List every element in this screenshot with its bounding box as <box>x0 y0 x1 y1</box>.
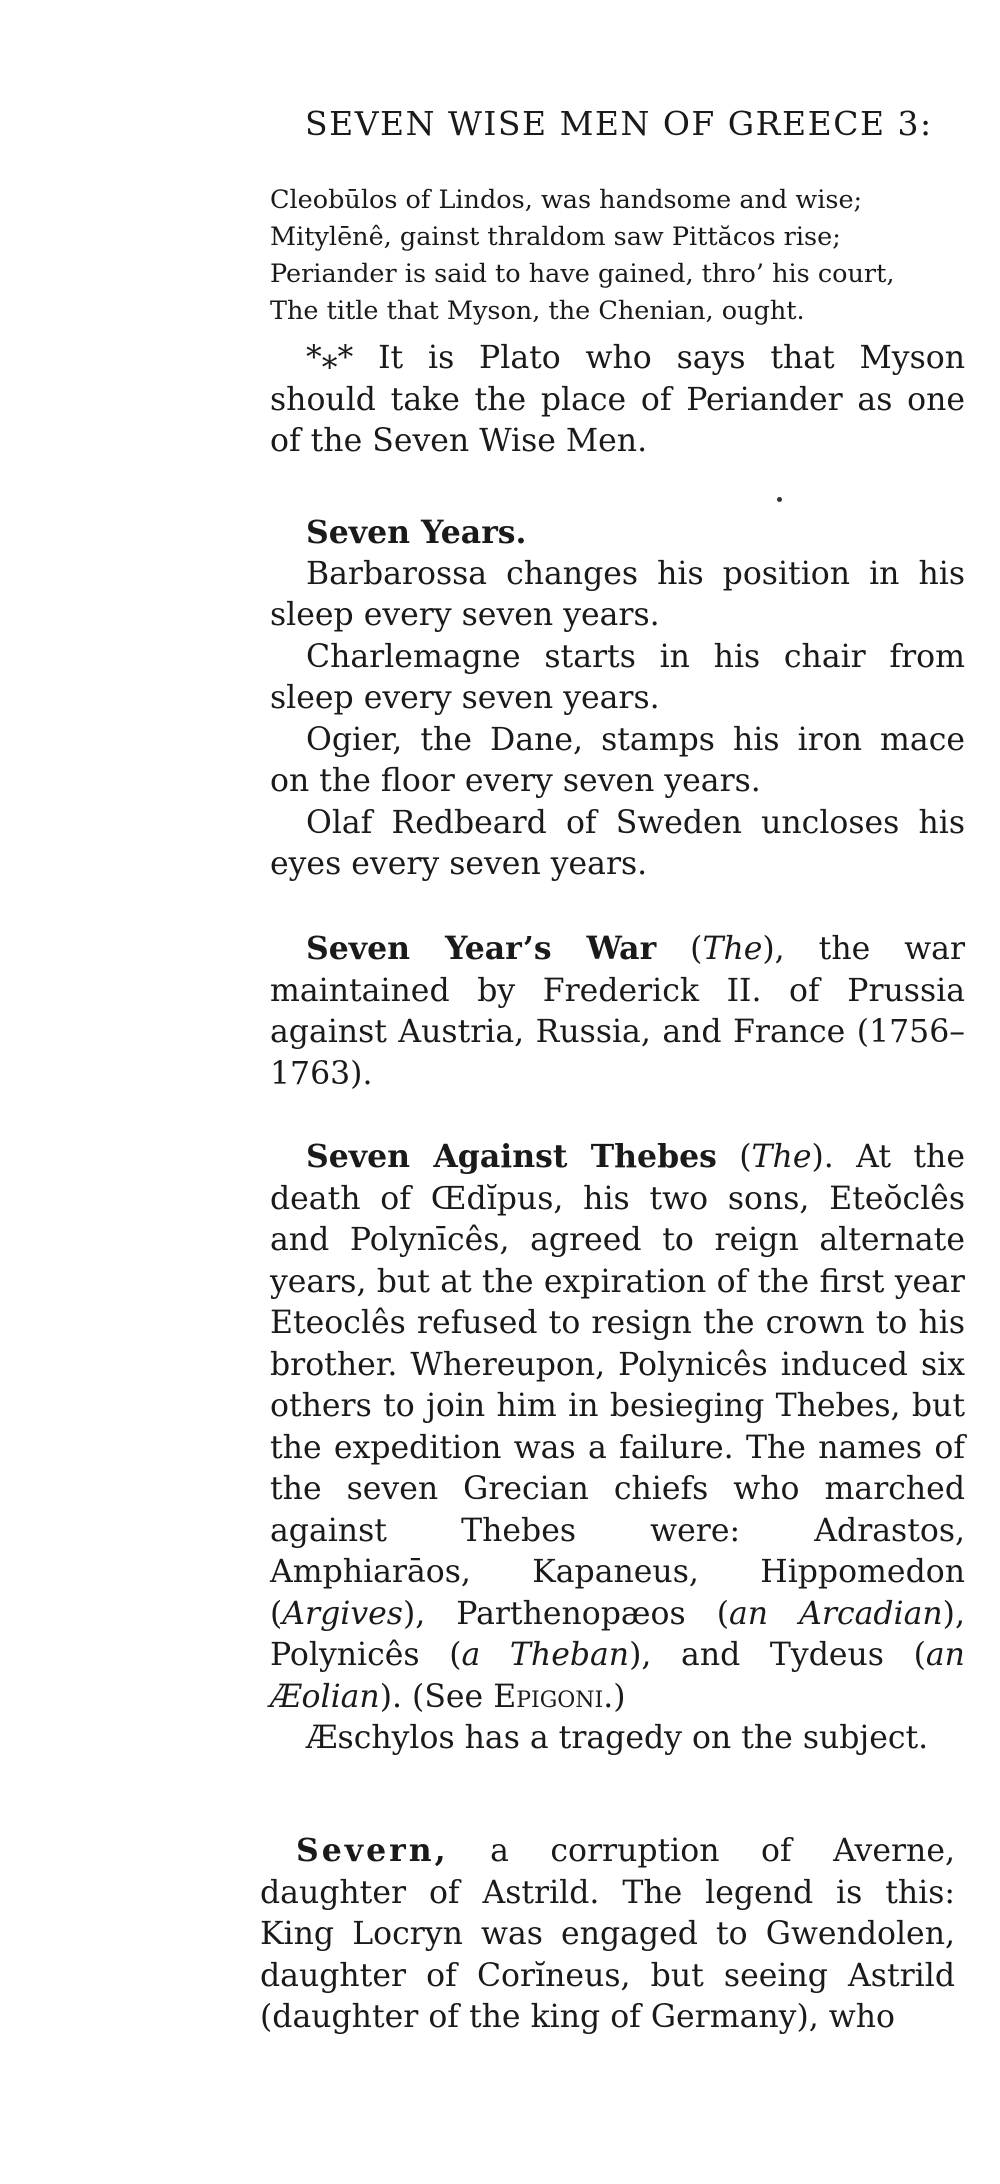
note-paragraph <box>270 338 965 463</box>
verse-block <box>270 182 970 330</box>
stray-mark <box>777 497 782 502</box>
entry-headword: Severn, <box>296 1832 449 1869</box>
entry-paragraph: Barbarossa changes his position in his sleep every seven years. <box>270 555 965 633</box>
running-header: SEVEN WISE MEN OF GREECE 3: <box>305 104 933 143</box>
entry-text: ). (See <box>379 1678 494 1715</box>
entry-text: ), Parthenopæos ( <box>402 1595 730 1632</box>
entry-text: ), and Tydeus ( <box>629 1637 926 1673</box>
entry-seven-years <box>270 512 965 886</box>
entry-seven-against-thebes <box>270 1136 965 1760</box>
verse-line: Mitylēnê, gainst thraldom saw Pittăcos rise; <box>270 222 841 252</box>
entry-italic: The <box>751 1139 812 1175</box>
entry-headword: Seven Against Thebes <box>306 1138 717 1175</box>
entry-text: ( <box>716 1139 752 1175</box>
entry-italic: an Arcadian <box>729 1595 943 1632</box>
entry-text: a corruption of Averne, daughter of Astrild. The legend is this: King Locryn was engaged to Gwendolen, daughter of Corĭneus, but seeing Astrild (daughter of the king of Germany), who <box>260 1833 955 2035</box>
entry-headword: Seven Years. <box>306 514 527 551</box>
entry-headword: Seven Year’s War <box>306 930 657 967</box>
entry-text: ). At the death of Œdĭpus, his two sons, Eteŏclês and Polynīcês, agreed to reign alternate years, but at the expiration of the first year Eteoclês refused to resign the crown to his brother. Whereupon, Polynicês induced six others to join him in besieging Thebes, but the expedition was a failure. The names of the seven Grecian chiefs who marched against Thebes were: Adrastos, Amphiarāos, Kapaneus, Hippomedon ( <box>270 1139 965 1632</box>
asterism-marker: *⁎* <box>306 340 354 376</box>
entry-text: ( <box>656 931 703 967</box>
entry-paragraph: Æschylos has a tragedy on the subject. <box>306 1720 929 1756</box>
entry-text: ), the war maintained by Frederick II. of Prussia against Austria, Russia, and France (1756–1763). <box>270 931 966 1092</box>
verse-line: Periander is said to have gained, thro’ his court, <box>270 259 895 289</box>
entry-seven-years-war <box>270 928 965 1095</box>
entry-paragraph: Olaf Redbeard of Sweden uncloses his eyes every seven years. <box>270 804 965 882</box>
entry-paragraph: Charlemagne starts in his chair from sleep every seven years. <box>270 638 965 716</box>
entry-italic: a Theban <box>461 1637 630 1673</box>
note-text: It is Plato who says that Myson should take the place of Periander as one of the Seven Wise Men. <box>270 340 965 459</box>
entry-italic: Argives <box>282 1595 403 1632</box>
entry-paragraph: Ogier, the Dane, stamps his iron mace on the floor every seven years. <box>270 721 965 799</box>
verse-line: The title that Myson, the Chenian, ought. <box>270 296 805 326</box>
entry-text: ) <box>613 1678 626 1715</box>
entry-severn <box>260 1830 955 2039</box>
verse-line: Cleobūlos of Lindos, was handsome and wise; <box>270 185 863 215</box>
entry-italic: The <box>702 931 763 967</box>
entry-italic: an Æolian <box>270 1637 965 1715</box>
cross-reference: Epigoni. <box>493 1678 614 1715</box>
entry-text: ), Polynicês ( <box>270 1595 965 1673</box>
